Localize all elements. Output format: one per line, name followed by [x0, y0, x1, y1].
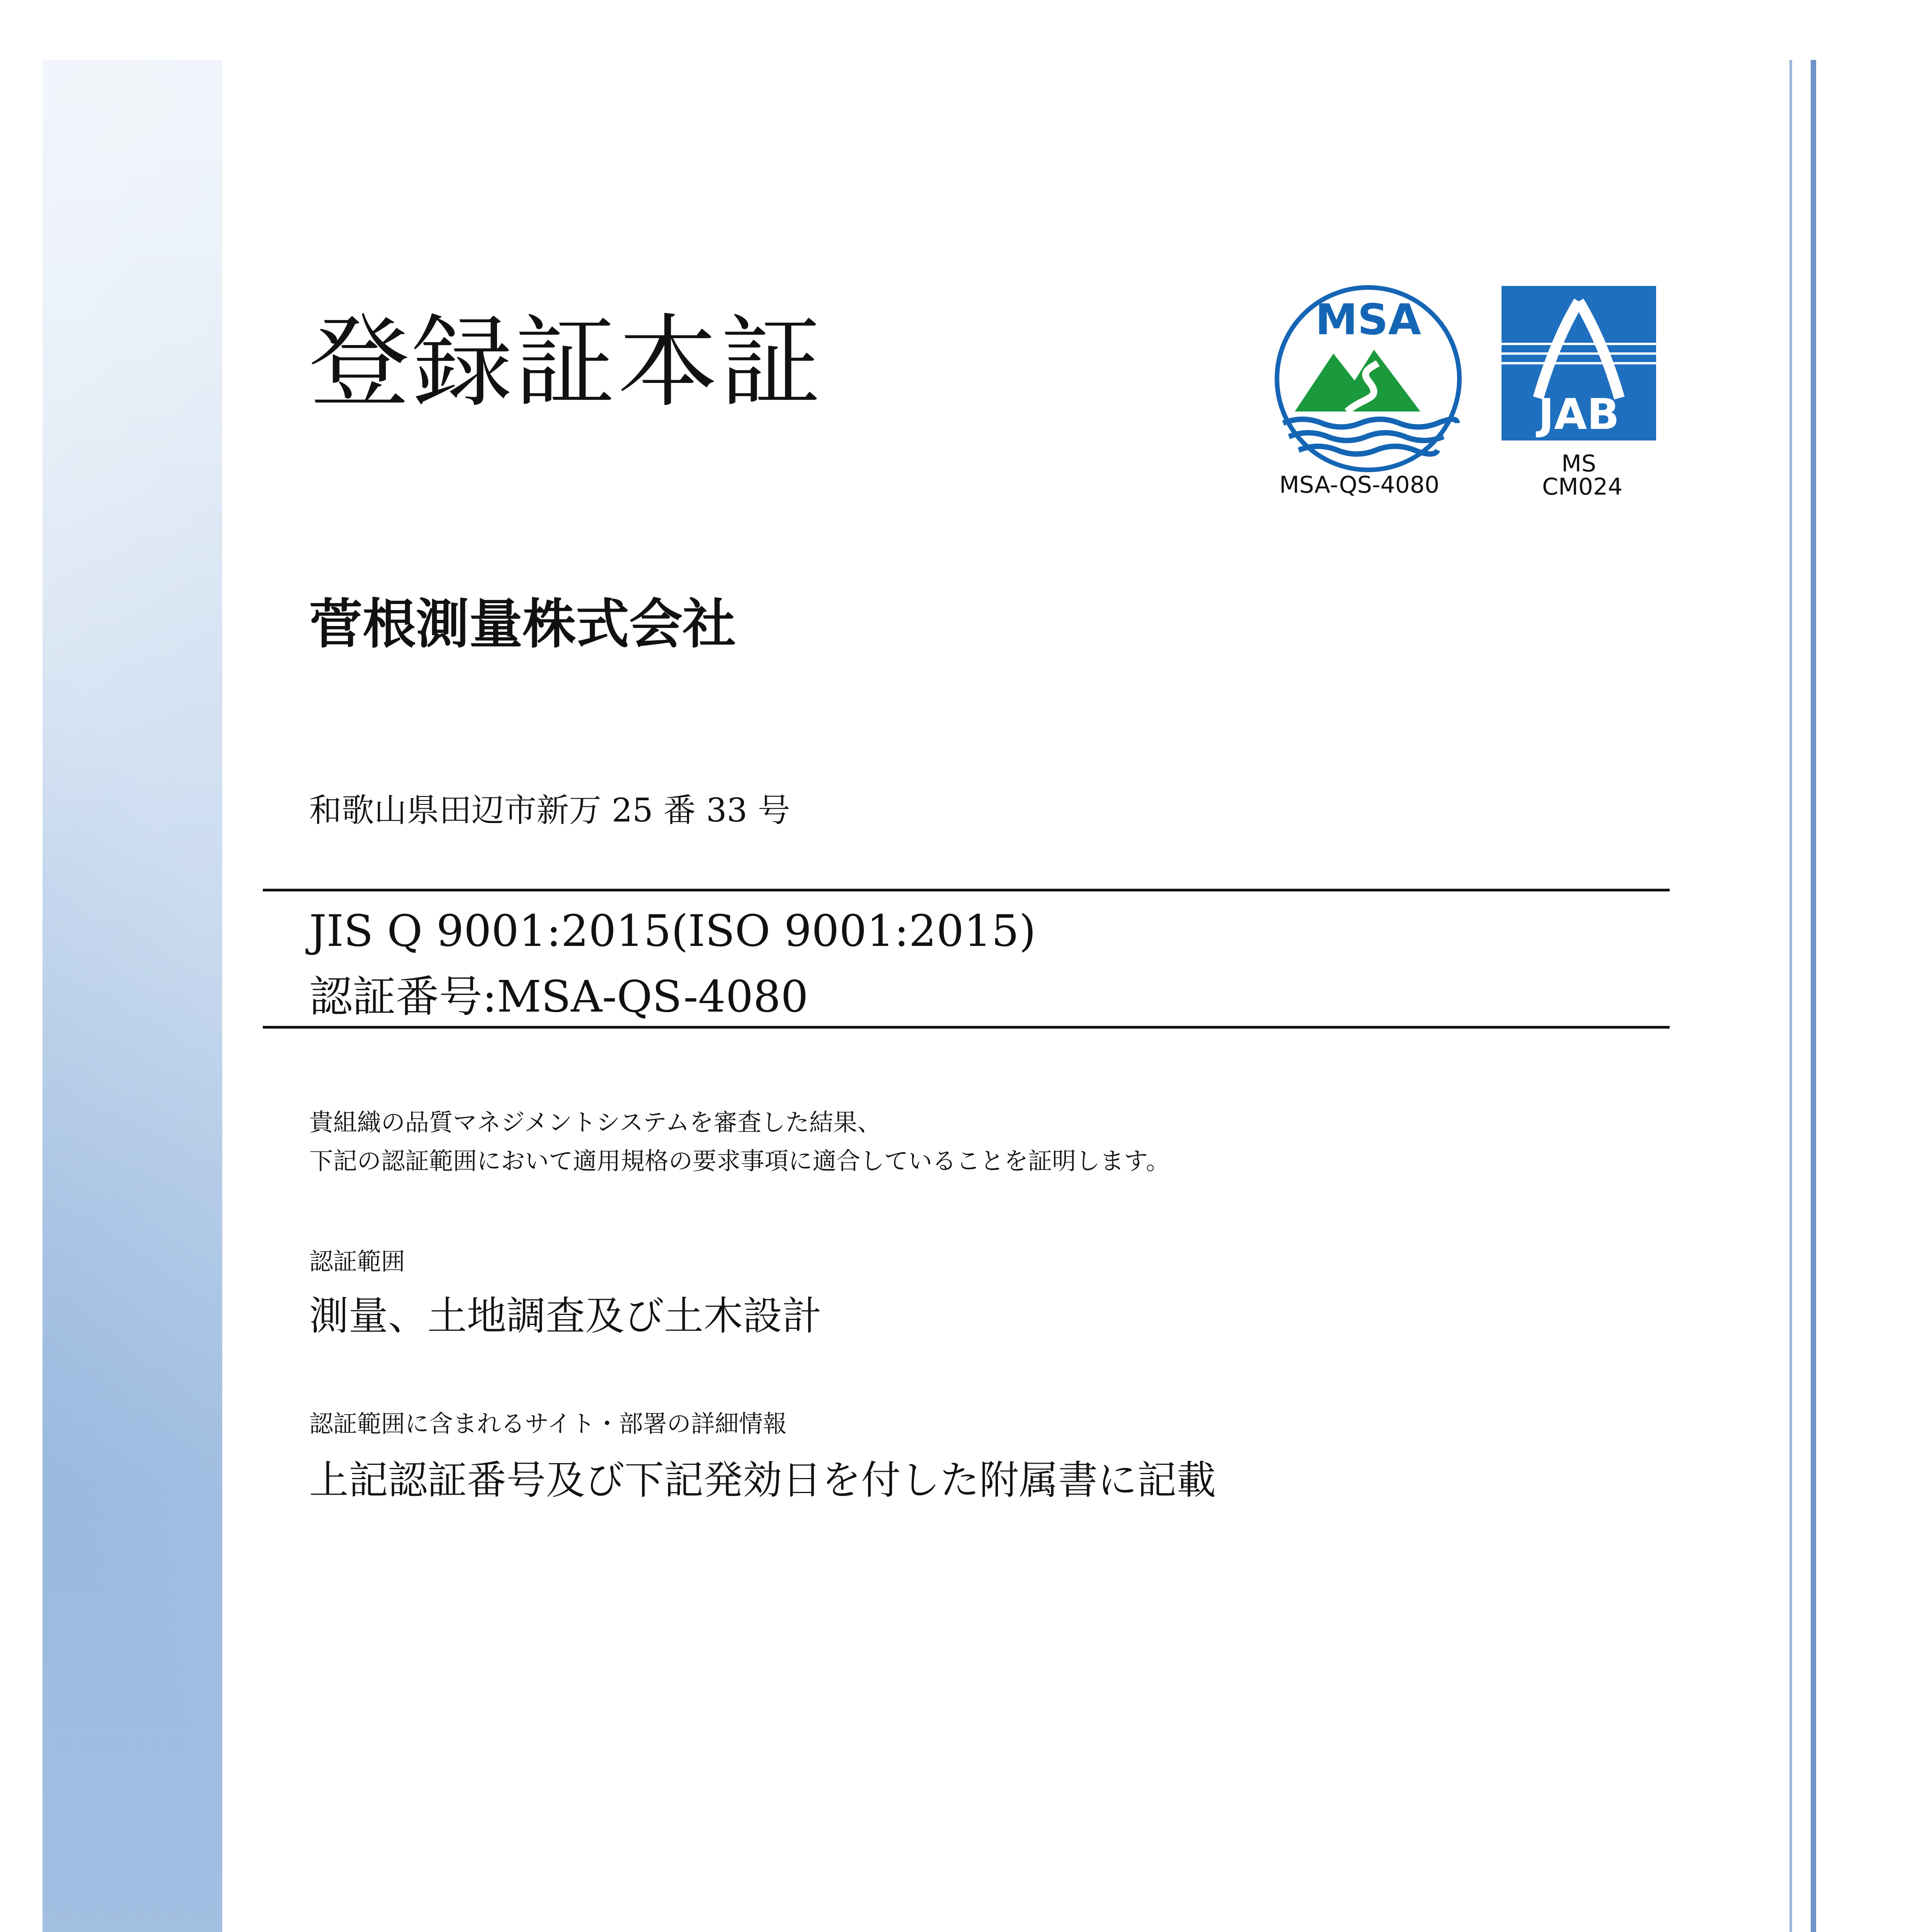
- msa-logo-text: MSA: [1315, 295, 1421, 344]
- company-address: 和歌山県田辺市新万 25 番 33 号: [309, 791, 790, 829]
- certificate-title: 登録証本証: [309, 304, 823, 421]
- intro-text: 下記の認証範囲において適用規格の要求事項に適合していることを証明します。: [309, 1147, 1170, 1175]
- divider: [263, 1026, 1670, 1029]
- msa-logo-caption: MSA-QS-4080: [1279, 471, 1440, 498]
- jab-logo-text: JAB: [1538, 389, 1619, 439]
- company-name: 菅根測量株式会社: [309, 593, 736, 655]
- decorative-left-band: [43, 60, 222, 1932]
- site-details-label: 認証範囲に含まれるサイト・部署の詳細情報: [309, 1410, 787, 1438]
- site-details-value: 上記認証番号及び下記発効日を付した附属書に記載: [309, 1458, 1216, 1503]
- decorative-right-line: [1811, 60, 1816, 1932]
- jab-caption-ms: MS: [1561, 450, 1596, 477]
- msa-certification-logo: [1268, 284, 1469, 473]
- jab-caption-code: CM024: [1542, 473, 1623, 500]
- certification-number: 認証番号:MSA-QS-4080: [309, 972, 809, 1022]
- scope-value: 測量、土地調査及び土木設計: [309, 1293, 822, 1339]
- divider: [263, 889, 1670, 891]
- standard: JIS Q 9001:2015(ISO 9001:2015): [309, 906, 1036, 956]
- jab-accreditation-logo: [1502, 286, 1656, 440]
- scope-label: 認証範囲: [309, 1247, 405, 1276]
- intro-text: 貴組織の品質マネジメントシステムを審査した結果、: [309, 1108, 881, 1136]
- decorative-right-line: [1789, 60, 1792, 1932]
